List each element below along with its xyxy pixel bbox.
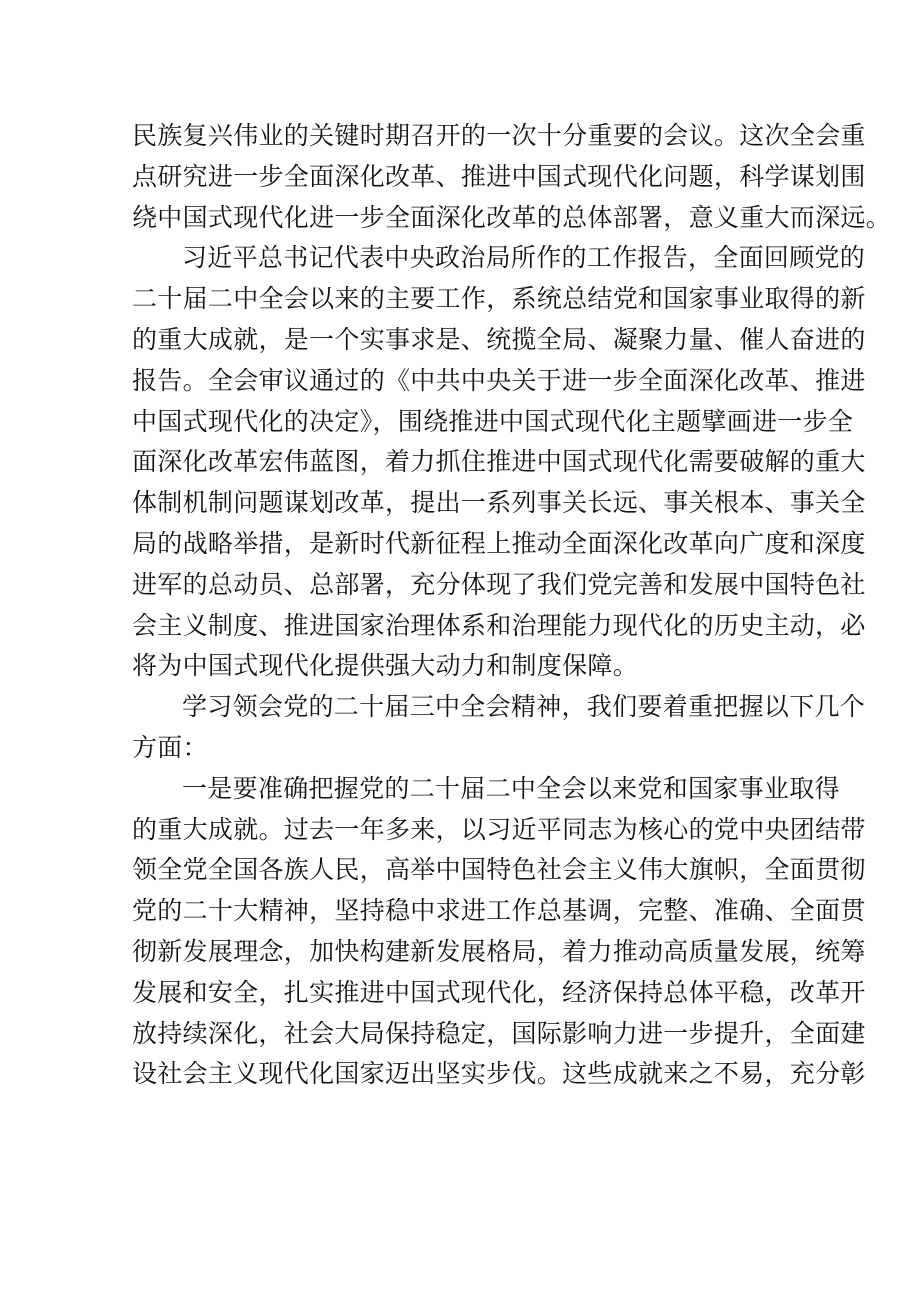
text-line: 面深化改革宏伟蓝图，着力抓住推进中国式现代化需要破解的重大 (132, 447, 866, 477)
text-line: 领全党全国各族人民，高举中国特色社会主义伟大旗帜，全面贯彻 (132, 855, 866, 885)
text-line: 方面： (132, 732, 208, 762)
text-line: 体制机制问题谋划改革，提出一系列事关长远、事关根本、事关全 (132, 488, 866, 518)
text-line: 将为中国式现代化提供强大动力和制度保障。 (132, 651, 639, 681)
text-line: 的重大成就。过去一年多来，以习近平同志为核心的党中央团结带 (132, 814, 866, 844)
paragraph-4 (132, 769, 866, 1095)
text-line: 一是要准确把握党的二十届二中全会以来党和国家事业取得 (182, 773, 840, 803)
text-line: 习近平总书记代表中央政治局所作的工作报告，全面回顾党的 (182, 243, 866, 273)
text-line: 放持续深化，社会大局保持稳定，国际影响力进一步提升，全面建 (132, 1018, 866, 1048)
text-line: 进军的总动员、总部署，充分体现了我们党完善和发展中国特色社 (132, 569, 866, 599)
text-line: 报告。全会审议通过的《中共中央关于进一步全面深化改革、推进 (132, 365, 866, 395)
text-line: 学习领会党的二十届三中全会精神，我们要着重把握以下几个 (182, 692, 866, 722)
text-line: 民族复兴伟业的关键时期召开的一次十分重要的会议。这次全会重 (132, 121, 866, 150)
text-line: 党的二十大精神，坚持稳中求进工作总基调，完整、准确、全面贯 (132, 896, 866, 926)
paragraph-3 (132, 687, 866, 769)
paragraph-1 (132, 116, 892, 238)
paragraph-2 (132, 238, 866, 687)
text-line: 的重大成就，是一个实事求是、统揽全局、凝聚力量、催人奋进的 (132, 324, 866, 354)
text-line: 中国式现代化的决定》，围绕推进中国式现代化主题擘画进一步全 (132, 406, 854, 436)
text-line: 会主义制度、推进国家治理体系和治理能力现代化的历史主动，必 (132, 610, 866, 640)
text-line: 设社会主义现代化国家迈出坚实步伐。这些成就来之不易，充分彰 (132, 1059, 866, 1089)
text-line: 发展和安全，扎实推进中国式现代化，经济保持总体平稳，改革开 (132, 977, 866, 1007)
text-line: 局的战略举措，是新时代新征程上推动全面深化改革向广度和深度 (132, 528, 866, 558)
text-line: 点研究进一步全面深化改革、推进中国式现代化问题，科学谋划围 (132, 161, 866, 191)
text-line: 绕中国式现代化进一步全面深化改革的总体部署，意义重大而深远。 (132, 202, 892, 232)
document-body (132, 116, 892, 1095)
text-line: 二十届二中全会以来的主要工作，系统总结党和国家事业取得的新 (132, 284, 866, 314)
text-line: 彻新发展理念，加快构建新发展格局，着力推动高质量发展，统筹 (132, 936, 866, 966)
